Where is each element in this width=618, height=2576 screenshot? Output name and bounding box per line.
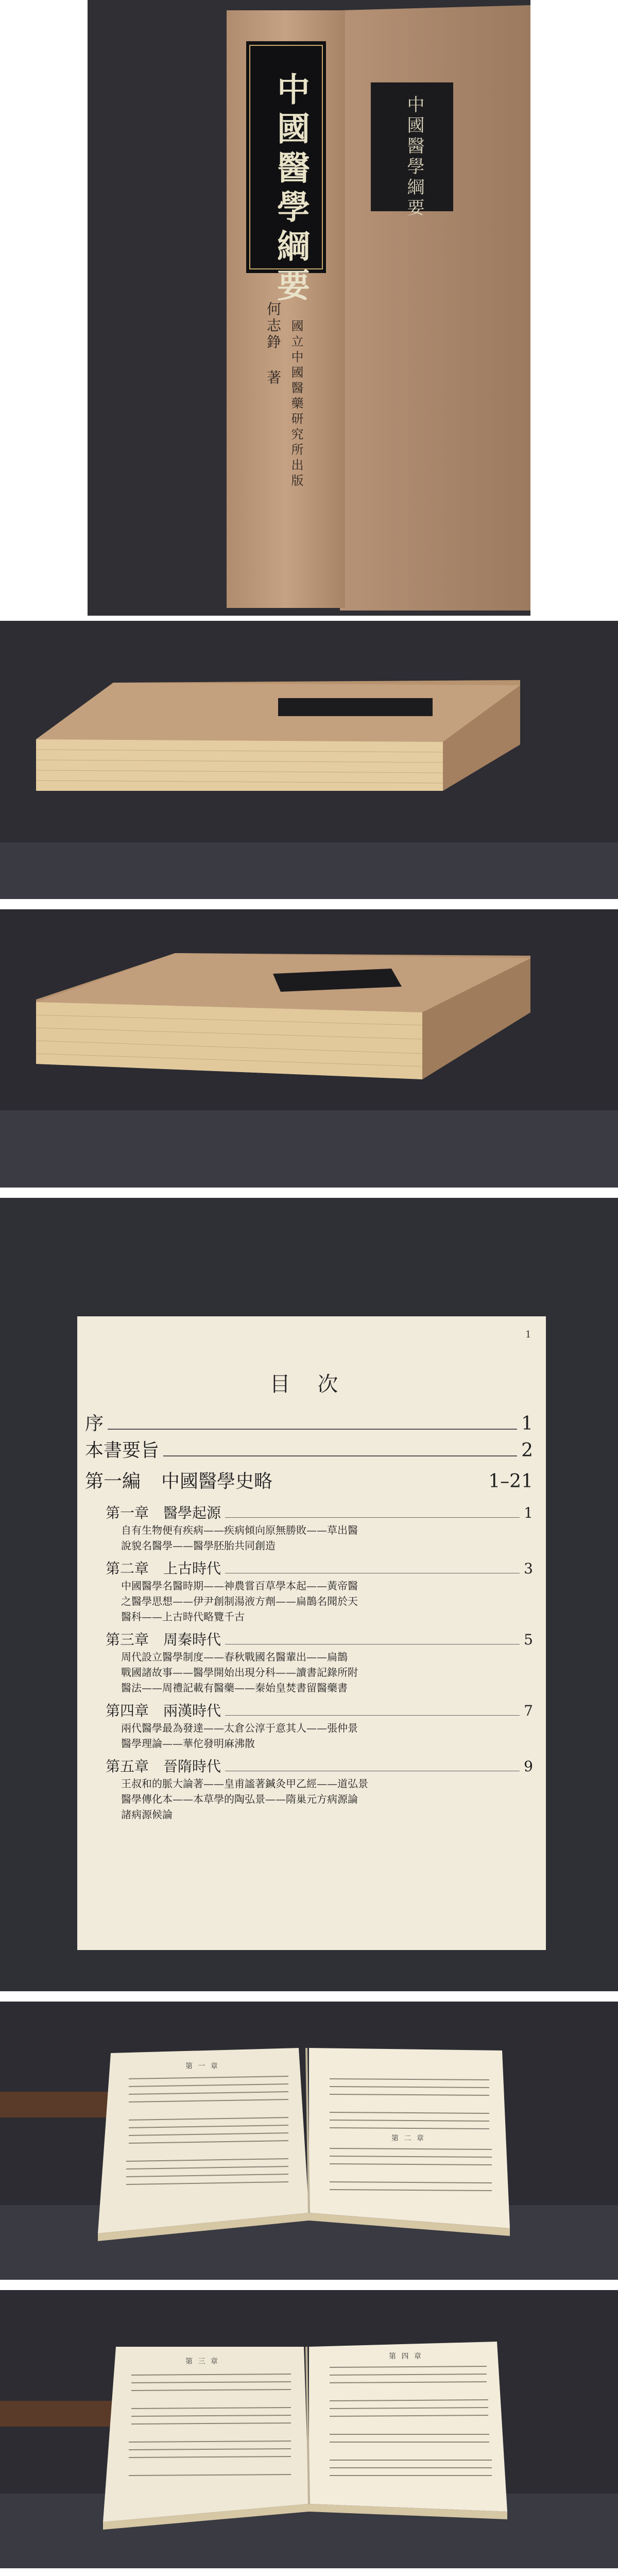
- toc-heading: 目 次: [269, 1372, 349, 1396]
- bottom-edge-scene: [0, 909, 618, 1188]
- spread2-scene: [0, 2290, 618, 2568]
- toc-chapter-4: 第四章 兩漢時代 7 兩代醫學最為發達——太倉公淳于意其人——張仲景 醫學理論——華佗發明麻沸散: [106, 1702, 533, 1750]
- photo-bottom-edge-view: [0, 909, 618, 1188]
- spine-publisher: 國立中國醫藥研究所出版: [289, 319, 303, 489]
- top-edge-scene: [0, 621, 618, 899]
- toc-entry-preface: 序 1: [85, 1413, 533, 1434]
- spread1-left-title: 第 一 章: [185, 2062, 219, 2071]
- spread2-right-title: 第 四 章: [389, 2352, 423, 2361]
- photo-spine-view: [0, 0, 618, 616]
- photo-table-of-contents: [0, 1198, 618, 1991]
- toc-list: [85, 1409, 533, 1822]
- photo-top-edge-view: [0, 621, 618, 899]
- page-edges: [36, 739, 443, 791]
- toc-chapter-1: 第一章 醫學起源 1 自有生物便有疾病——疾病傾向原無勝敗——草出醫 說貌名醫學——醫學胚胎共同創造: [106, 1504, 533, 1552]
- toc-chapter-2: 第二章 上古時代 3 中國醫學名醫時期——神農嘗百草學本起——黃帝醫 之醫學思想——伊尹創制湯液方劑——扁鵲名聞於天 醫科——上古時代略覽千古: [106, 1560, 533, 1623]
- spread1-scene: [0, 2002, 618, 2280]
- cover-label: [278, 698, 433, 716]
- toc-entry-summary: 本書要旨 2: [85, 1440, 533, 1461]
- spine-author: 何志錚 著: [265, 301, 282, 386]
- spread1-right-title: 第 二 章: [391, 2134, 425, 2143]
- left-page: [103, 2347, 309, 2522]
- toc-page-number: 1: [525, 1329, 531, 1340]
- spine-title: 中國醫學綱要: [271, 72, 310, 307]
- spread2-left-title: 第 三 章: [185, 2358, 219, 2366]
- toc-chapter-5: 第五章 晉隋時代 9 王叔和的脈大論著——皇甫謐著鍼灸甲乙經——道弘景 醫學傳化本——本草學的陶弘景——隋巢元方病源論 諸病源候論: [106, 1758, 533, 1821]
- toc-part-one: 第一編 中國醫學史略 1–21: [85, 1471, 533, 1492]
- photo-open-spread-2: [0, 2290, 618, 2568]
- toc-chapter-3: 第三章 周秦時代 5 周代設立醫學制度——春秋戰國名醫輩出——扁鵲 戰國諸故事——醫學開始出現分科——讀書記錄所附 醫法——周禮記載有醫藥——秦始皇焚書留醫藥書: [106, 1631, 533, 1694]
- photo-open-spread-1: [0, 2002, 618, 2280]
- cover-side-title: 中國醫學綱要: [404, 95, 424, 219]
